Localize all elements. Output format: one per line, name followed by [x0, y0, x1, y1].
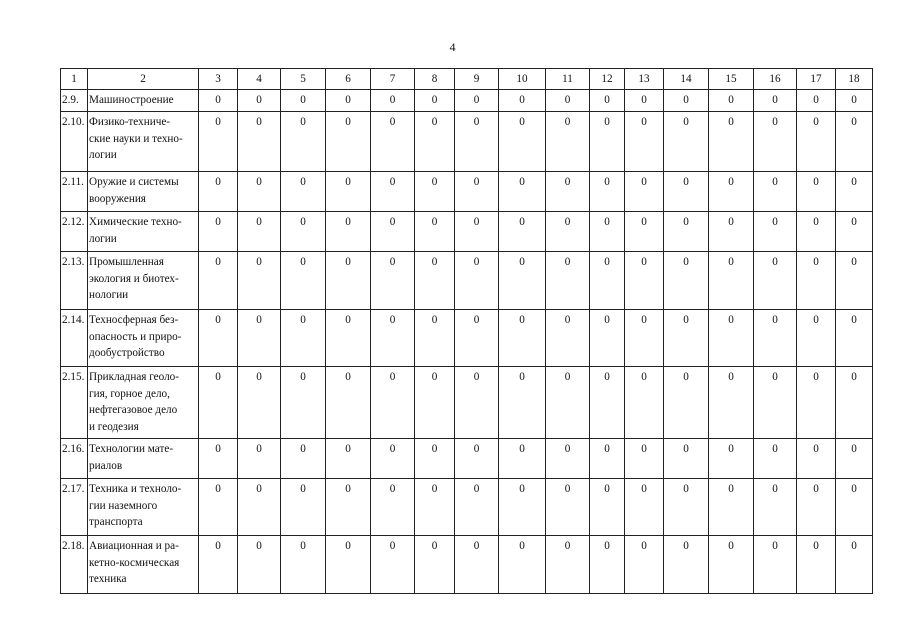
- table-cell: 0: [590, 112, 625, 172]
- table-cell: 0: [371, 172, 415, 212]
- table-cell: 0: [836, 367, 873, 439]
- table-cell: 0: [371, 310, 415, 367]
- table-cell: 0: [371, 90, 415, 112]
- table-cell: 0: [455, 310, 499, 367]
- table-cell: 0: [797, 252, 836, 310]
- table-cell: 0: [590, 252, 625, 310]
- table-cell: 0: [625, 112, 664, 172]
- table-cell: 0: [546, 172, 590, 212]
- table-cell: 0: [281, 252, 326, 310]
- table-cell: 0: [281, 536, 326, 594]
- table-cell: 0: [499, 479, 546, 536]
- column-header: 12: [590, 69, 625, 90]
- table-cell: 0: [199, 367, 238, 439]
- row-name-line: Авиационная и ра-: [89, 540, 179, 552]
- table-cell: 0: [238, 310, 281, 367]
- column-header: 3: [199, 69, 238, 90]
- table-cell: 0: [625, 212, 664, 252]
- table-cell: 0: [281, 367, 326, 439]
- table-cell: 0: [199, 536, 238, 594]
- table-cell: 0: [326, 112, 371, 172]
- row-name: [88, 479, 199, 536]
- row-name: [88, 310, 199, 367]
- table-cell: 0: [664, 536, 709, 594]
- row-name-line: гия, горное дело,: [89, 387, 170, 400]
- column-header: 7: [371, 69, 415, 90]
- table-cell: 0: [709, 367, 754, 439]
- table-cell: 0: [238, 252, 281, 310]
- table-cell: 0: [546, 439, 590, 479]
- row-number: 2.18.: [61, 536, 88, 594]
- row-name-line: вооружения: [89, 192, 146, 205]
- table-cell: 0: [238, 172, 281, 212]
- row-number: 2.10.: [61, 112, 88, 172]
- table-cell: 0: [625, 439, 664, 479]
- table-cell: 0: [709, 252, 754, 310]
- table-cell: 0: [199, 90, 238, 112]
- table-header-row: [61, 69, 873, 90]
- table-cell: 0: [415, 479, 455, 536]
- row-name-line: Техносферная без-: [89, 314, 179, 326]
- row-name: [88, 212, 199, 252]
- table-cell: 0: [415, 112, 455, 172]
- table-cell: 0: [499, 367, 546, 439]
- table-row: [61, 252, 873, 310]
- table-cell: 0: [797, 536, 836, 594]
- column-header: 9: [455, 69, 499, 90]
- table-cell: 0: [836, 90, 873, 112]
- row-name-line: и геодезия: [89, 420, 139, 433]
- table-cell: 0: [415, 252, 455, 310]
- table-cell: 0: [664, 479, 709, 536]
- table-cell: 0: [664, 112, 709, 172]
- table-cell: 0: [709, 439, 754, 479]
- table-cell: 0: [797, 439, 836, 479]
- row-name: [88, 367, 199, 439]
- table-cell: 0: [455, 172, 499, 212]
- table-cell: 0: [499, 439, 546, 479]
- table-cell: 0: [625, 252, 664, 310]
- table-cell: 0: [625, 536, 664, 594]
- table-cell: 0: [664, 212, 709, 252]
- table-cell: 0: [238, 536, 281, 594]
- table-cell: 0: [499, 310, 546, 367]
- table-cell: 0: [754, 479, 797, 536]
- row-name-line: ские науки и техно-: [89, 132, 183, 145]
- table-cell: 0: [281, 172, 326, 212]
- table-cell: 0: [281, 439, 326, 479]
- table-body: [61, 69, 873, 594]
- table-cell: 0: [797, 479, 836, 536]
- row-name: [88, 112, 199, 172]
- row-name-line: Технологии мате-: [89, 443, 174, 455]
- column-header: 5: [281, 69, 326, 90]
- row-number: 2.9.: [61, 90, 88, 112]
- table-cell: 0: [238, 90, 281, 112]
- table-cell: 0: [199, 310, 238, 367]
- table-cell: 0: [709, 479, 754, 536]
- table-cell: 0: [199, 439, 238, 479]
- table-cell: 0: [754, 90, 797, 112]
- row-number: 2.14.: [61, 310, 88, 367]
- table-cell: 0: [836, 439, 873, 479]
- column-header: 16: [754, 69, 797, 90]
- table-cell: 0: [199, 172, 238, 212]
- row-name-line: Оружие и системы: [89, 176, 179, 188]
- table-cell: 0: [238, 367, 281, 439]
- table-cell: 0: [499, 212, 546, 252]
- table-cell: 0: [326, 310, 371, 367]
- table-cell: 0: [797, 212, 836, 252]
- column-header: 4: [238, 69, 281, 90]
- row-name-line: транспорта: [89, 516, 143, 528]
- table-cell: 0: [499, 172, 546, 212]
- table-row: [61, 212, 873, 252]
- table-cell: 0: [326, 479, 371, 536]
- column-header: 18: [836, 69, 873, 90]
- table-cell: 0: [754, 536, 797, 594]
- table-cell: 0: [797, 90, 836, 112]
- table-cell: 0: [590, 90, 625, 112]
- table-cell: 0: [754, 310, 797, 367]
- table-cell: 0: [546, 367, 590, 439]
- table-cell: 0: [590, 479, 625, 536]
- table-cell: 0: [836, 479, 873, 536]
- row-number: 2.15.: [61, 367, 88, 439]
- table-cell: 0: [625, 90, 664, 112]
- table-cell: 0: [281, 479, 326, 536]
- column-header: 1: [61, 69, 88, 90]
- data-table: [60, 68, 873, 594]
- table-cell: 0: [590, 310, 625, 367]
- row-name-line: техника: [89, 573, 127, 585]
- table-cell: 0: [546, 212, 590, 252]
- column-header: 8: [415, 69, 455, 90]
- table-cell: 0: [326, 439, 371, 479]
- table-cell: 0: [590, 536, 625, 594]
- table-cell: 0: [326, 252, 371, 310]
- table-cell: 0: [709, 310, 754, 367]
- row-name: [88, 90, 199, 112]
- table-cell: 0: [326, 536, 371, 594]
- row-name-line: Физико-техниче-: [89, 116, 171, 128]
- row-name-line: нологии: [89, 289, 129, 301]
- row-name-line: дообустройство: [89, 347, 165, 359]
- table-cell: 0: [415, 439, 455, 479]
- row-name-line: Техника и техноло-: [89, 483, 182, 495]
- table-cell: 0: [546, 310, 590, 367]
- table-cell: 0: [754, 172, 797, 212]
- table-cell: 0: [754, 439, 797, 479]
- table-cell: 0: [371, 536, 415, 594]
- table-cell: 0: [664, 310, 709, 367]
- row-name-line: Химические техно-: [89, 216, 182, 228]
- table-cell: 0: [664, 252, 709, 310]
- table-cell: 0: [455, 252, 499, 310]
- column-header: 13: [625, 69, 664, 90]
- row-name-line: Прикладная геоло-: [89, 371, 179, 383]
- table-cell: 0: [499, 252, 546, 310]
- page-number: 4: [449, 40, 456, 54]
- table-cell: 0: [590, 367, 625, 439]
- table-cell: 0: [415, 310, 455, 367]
- table-cell: 0: [590, 212, 625, 252]
- table-cell: 0: [455, 90, 499, 112]
- table-row: [61, 439, 873, 479]
- table-cell: 0: [371, 479, 415, 536]
- table-cell: 0: [415, 212, 455, 252]
- table-cell: 0: [590, 172, 625, 212]
- table-cell: 0: [199, 479, 238, 536]
- table-cell: 0: [546, 252, 590, 310]
- table-cell: 0: [546, 112, 590, 172]
- table-cell: 0: [664, 439, 709, 479]
- table-cell: 0: [415, 90, 455, 112]
- table-cell: 0: [590, 439, 625, 479]
- table-cell: 0: [281, 112, 326, 172]
- table-cell: 0: [455, 112, 499, 172]
- table-cell: 0: [371, 367, 415, 439]
- column-header: 2: [88, 69, 199, 90]
- table-cell: 0: [371, 112, 415, 172]
- row-name-line: риалов: [89, 459, 123, 472]
- table-cell: 0: [199, 212, 238, 252]
- row-number: 2.17.: [61, 479, 88, 536]
- table-cell: 0: [199, 112, 238, 172]
- table-cell: 0: [754, 112, 797, 172]
- table-row: [61, 112, 873, 172]
- row-name: [88, 439, 199, 479]
- row-name-line: гии наземного: [89, 499, 158, 512]
- row-number: 2.13.: [61, 252, 88, 310]
- table-cell: 0: [371, 212, 415, 252]
- table-cell: 0: [625, 310, 664, 367]
- table-cell: 0: [238, 479, 281, 536]
- table-cell: 0: [326, 212, 371, 252]
- table-cell: 0: [499, 90, 546, 112]
- table-cell: 0: [625, 172, 664, 212]
- table-cell: 0: [664, 172, 709, 212]
- table-cell: 0: [499, 112, 546, 172]
- table-cell: 0: [455, 212, 499, 252]
- table-cell: 0: [836, 212, 873, 252]
- row-name-line: Машиностроение: [89, 94, 174, 106]
- table-cell: 0: [625, 479, 664, 536]
- table-cell: 0: [797, 172, 836, 212]
- table-cell: 0: [836, 536, 873, 594]
- table-cell: 0: [709, 90, 754, 112]
- table-cell: 0: [281, 90, 326, 112]
- row-name: [88, 252, 199, 310]
- table-cell: 0: [238, 112, 281, 172]
- table-cell: 0: [199, 252, 238, 310]
- table-cell: 0: [415, 536, 455, 594]
- table-cell: 0: [238, 212, 281, 252]
- table-cell: 0: [455, 479, 499, 536]
- table-cell: 0: [499, 536, 546, 594]
- table-cell: 0: [836, 252, 873, 310]
- row-name: [88, 536, 199, 594]
- table-cell: 0: [664, 367, 709, 439]
- table-cell: 0: [546, 90, 590, 112]
- table-cell: 0: [326, 367, 371, 439]
- table-cell: 0: [371, 252, 415, 310]
- column-header: 11: [546, 69, 590, 90]
- table-row: [61, 172, 873, 212]
- column-header: 17: [797, 69, 836, 90]
- table-cell: 0: [546, 536, 590, 594]
- table-cell: 0: [238, 439, 281, 479]
- table-cell: 0: [546, 479, 590, 536]
- table-cell: 0: [836, 112, 873, 172]
- column-header: 6: [326, 69, 371, 90]
- column-header: 10: [499, 69, 546, 90]
- table-cell: 0: [371, 439, 415, 479]
- table-cell: 0: [754, 212, 797, 252]
- row-number: 2.16.: [61, 439, 88, 479]
- table-cell: 0: [415, 172, 455, 212]
- table-row: [61, 90, 873, 112]
- table-cell: 0: [664, 90, 709, 112]
- row-name-line: кетно-космическая: [89, 556, 180, 569]
- table-cell: 0: [625, 367, 664, 439]
- table-cell: 0: [281, 310, 326, 367]
- table-cell: 0: [797, 310, 836, 367]
- row-name-line: логии: [89, 232, 117, 245]
- table-cell: 0: [709, 112, 754, 172]
- table-cell: 0: [709, 172, 754, 212]
- row-name: [88, 172, 199, 212]
- row-name-line: Промышленная: [89, 256, 164, 268]
- column-header: 15: [709, 69, 754, 90]
- table-cell: 0: [455, 536, 499, 594]
- table-row: [61, 367, 873, 439]
- row-number: 2.11.: [61, 172, 88, 212]
- table-row: [61, 536, 873, 594]
- row-number: 2.12.: [61, 212, 88, 252]
- row-name-line: экология и биотех-: [89, 272, 179, 285]
- table-cell: 0: [754, 252, 797, 310]
- table-cell: 0: [415, 367, 455, 439]
- row-name-line: опасность и приро-: [89, 330, 182, 343]
- row-name-line: нефтегазовое дело: [89, 404, 178, 416]
- table-cell: 0: [709, 212, 754, 252]
- table-cell: 0: [281, 212, 326, 252]
- table-cell: 0: [754, 367, 797, 439]
- table-cell: 0: [797, 367, 836, 439]
- table-cell: 0: [326, 90, 371, 112]
- table-row: [61, 310, 873, 367]
- row-name-line: логии: [89, 149, 117, 161]
- table-cell: 0: [455, 367, 499, 439]
- table-cell: 0: [836, 310, 873, 367]
- table-cell: 0: [326, 172, 371, 212]
- table-cell: 0: [836, 172, 873, 212]
- table-cell: 0: [455, 439, 499, 479]
- table-row: [61, 479, 873, 536]
- table-cell: 0: [797, 112, 836, 172]
- column-header: 14: [664, 69, 709, 90]
- table-cell: 0: [709, 536, 754, 594]
